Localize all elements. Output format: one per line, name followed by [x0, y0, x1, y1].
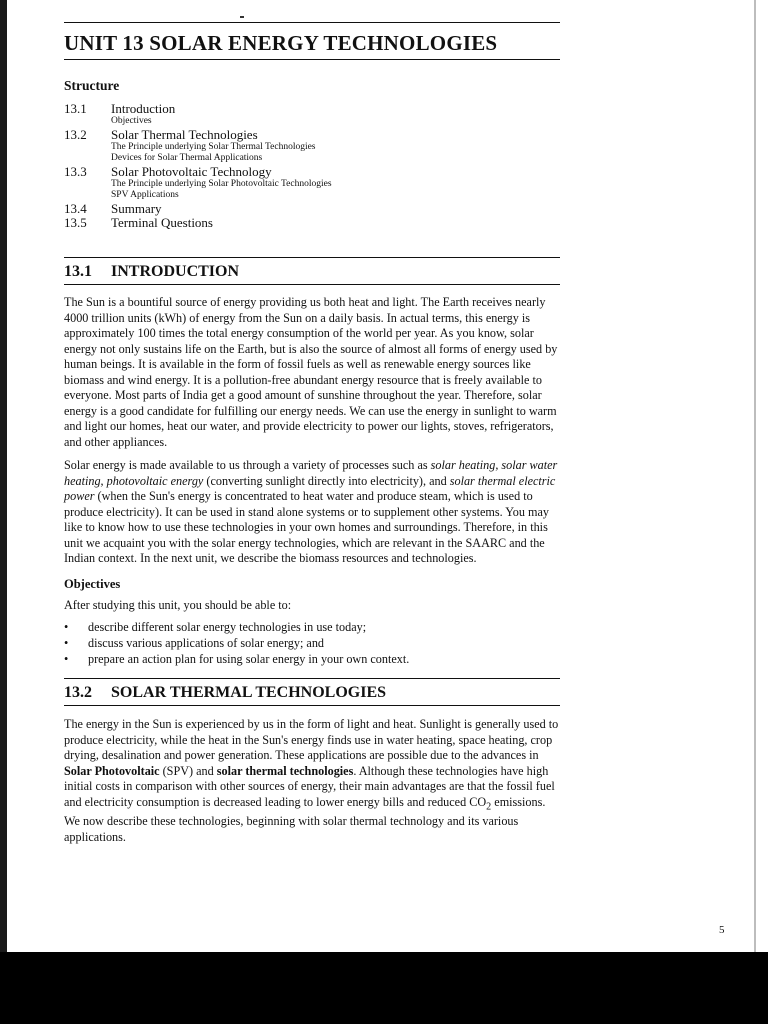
toc-item: 13.3 Solar Photovoltaic Technology	[64, 164, 272, 179]
title-top-rule	[64, 22, 560, 23]
intro-paragraph-2: Solar energy is made available to us through a variety of processes such as solar heating, solar water heating, photovoltaic energy (converting sunlight directly into electricity), and solar thermal electric power (when the Sun's energy is concentrated to heat water and produce steam, which is used to produce electricity). It can be used in stand alone systems or to supplement other systems. You may like to know how to use these technologies in your own homes and surroundings. Therefore, in this unit we acquaint you with the solar energy technologies, which are relevant in the SAARC and the Indian context. In the next unit, we describe the biomass resources and technologies.	[64, 458, 558, 565]
intro-paragraph-1: The Sun is a bountiful source of energy providing us both heat and light. The Earth receives nearly 4000 trillion units (kWh) of energy from the Sun on a daily basis. In actual terms, this energy is approximately 100 times the total energy consumption of the world per year. As you know, solar energy not only sustains life on the Earth, but is also the source of almost all forms of energy used by human beings. It is available in the form of fossil fuels as well as renewable energy sources like biomass and wind energy. It is a pollution-free abundant energy resource that is freely available to everyone. Most parts of India get a good amount of sunshine throughout the year. Therefore, solar energy is a good candidate for fulfilling our energy needs. We can use the energy in sunlight to warm and light our homes, heat our water, and provide electricity to power our lights, stoves, refrigerators, and other appliances.	[64, 295, 558, 449]
toc-subitem: SPV Applications	[111, 190, 179, 200]
toc-item: 13.2 Solar Thermal Technologies	[64, 127, 258, 142]
list-item: • describe different solar energy technologies in use today;	[64, 620, 367, 634]
scan-speck	[240, 16, 244, 18]
toc-subitem: The Principle underlying Solar Photovoltaic Technologies	[111, 179, 332, 189]
objectives-list	[64, 619, 560, 667]
list-item: • discuss various applications of solar energy; and	[64, 636, 325, 650]
structure-list	[64, 102, 560, 230]
document-page	[64, 22, 560, 845]
list-item: • prepare an action plan for using solar energy in your own context.	[64, 652, 410, 666]
title-bottom-rule	[64, 59, 560, 60]
scan-right-edge	[754, 0, 756, 960]
objectives-intro: After studying this unit, you should be able to:	[64, 597, 292, 612]
objectives-heading: Objectives	[64, 576, 121, 591]
toc-item: 13.5 Terminal Questions	[64, 215, 213, 230]
section-heading-introduction: 13.1 INTRODUCTION	[64, 263, 240, 280]
page-number: 5	[719, 924, 725, 936]
solar-thermal-paragraph: The energy in the Sun is experienced by us in the form of light and heat. Sunlight is generally used to produce electricity, while the heat in the Sun's energy finds use in water heating, space heating, crop drying, desalination and power generation. These applications are possible due to the advances in Solar Photovoltaic (SPV) and solar thermal technologies. Although these technologies have high initial costs in comparison with other sources of energy, their main advantages are that the fossil fuel and electricity consumption is decreased leading to lower energy bills and reduced $CO_2$ emissions. We now describe these technologies, beginning with solar thermal technology and its various applications.	[64, 717, 559, 844]
unit-title: UNIT 13 SOLAR ENERGY TECHNOLOGIES	[64, 31, 498, 55]
toc-subitem: Devices for Solar Thermal Applications	[111, 153, 263, 163]
section-heading-solar-thermal: 13.2 SOLAR THERMAL TECHNOLOGIES	[64, 684, 387, 701]
toc-subitem: Objectives	[111, 116, 152, 126]
structure-heading: Structure	[64, 78, 120, 93]
scan-bottom-edge	[0, 952, 768, 1024]
toc-item: 13.1 Introduction	[64, 101, 176, 116]
toc-subitem: The Principle underlying Solar Thermal Technologies	[111, 142, 316, 152]
scan-left-edge	[0, 0, 7, 960]
toc-item: 13.4 Summary	[64, 201, 162, 216]
